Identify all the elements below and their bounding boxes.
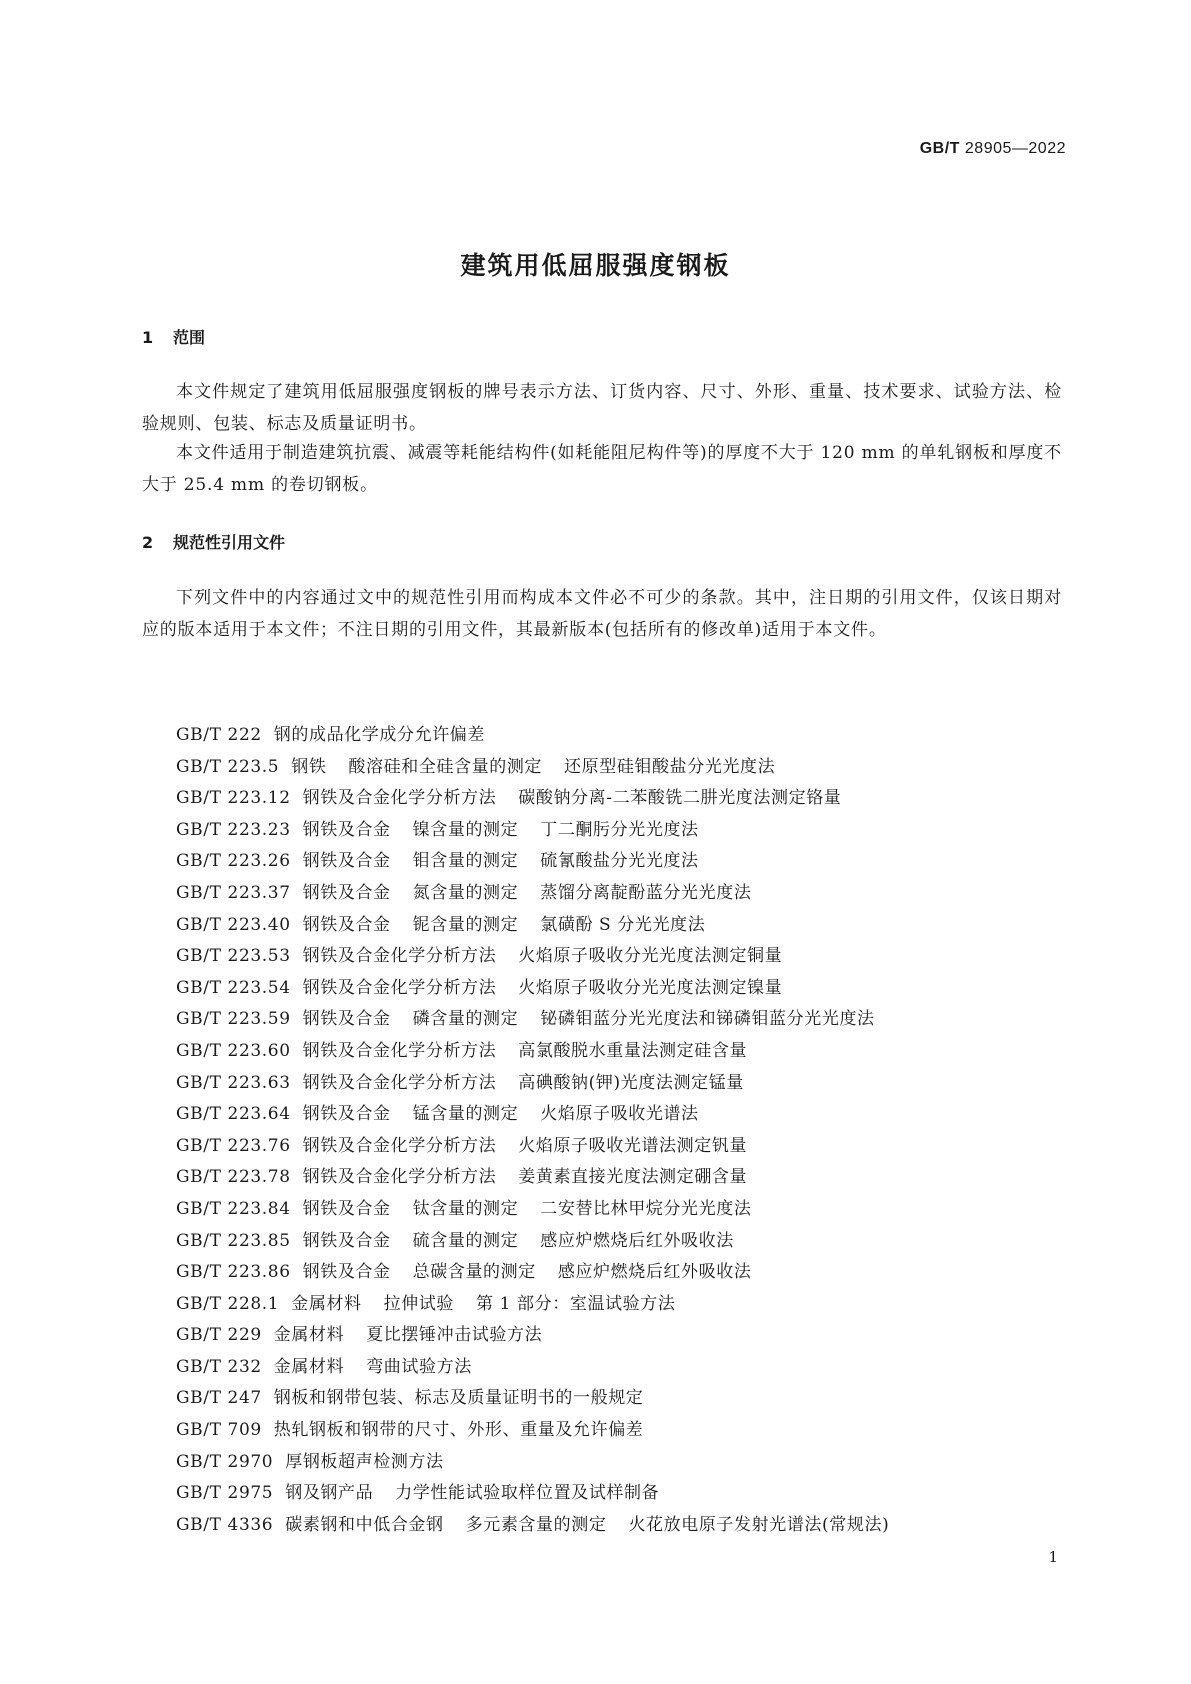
reference-list <box>176 720 911 1541</box>
reference-code: GB/T 223.76 <box>176 1135 291 1156</box>
reference-item <box>176 1289 911 1321</box>
reference-title-part: 蒸馏分离靛酚蓝分光光度法 <box>540 882 752 903</box>
standard-code <box>920 140 1066 158</box>
reference-code: GB/T 223.53 <box>176 946 291 967</box>
reference-item <box>176 720 911 752</box>
reference-code: GB/T 232 <box>176 1356 262 1377</box>
reference-title-part: 碳酸钠分离-二苯酸铣二肼光度法测定铬量 <box>518 788 842 809</box>
reference-title-part: 酸溶硅和全硅含量的测定 <box>348 756 543 777</box>
reference-item <box>176 973 911 1005</box>
page-number: 1 <box>1048 1548 1058 1566</box>
reference-title-part: 火焰原子吸收光谱法 <box>540 1104 699 1125</box>
reference-code: GB/T 247 <box>176 1388 262 1409</box>
reference-item <box>176 910 911 942</box>
reference-title-part: 高碘酸钠(钾)光度法测定锰量 <box>518 1072 744 1093</box>
reference-item <box>176 1257 911 1289</box>
reference-item <box>176 1004 911 1036</box>
reference-code: GB/T 223.26 <box>176 851 291 872</box>
reference-title-part: 多元素含量的测定 <box>465 1514 607 1535</box>
reference-item <box>176 815 911 847</box>
reference-title-part: 钢铁及合金 <box>302 914 391 935</box>
reference-item <box>176 1447 911 1479</box>
reference-title-part: 碳素钢和中低合金钢 <box>285 1514 444 1535</box>
section-number: 2 <box>142 533 154 552</box>
reference-title-part: 感应炉燃烧后红外吸收法 <box>557 1262 752 1283</box>
reference-code: GB/T 223.5 <box>176 756 280 777</box>
reference-title-part: 钢及钢产品 <box>285 1483 374 1504</box>
reference-title-part: 钢铁及合金化学分析方法 <box>302 1135 497 1156</box>
reference-code: GB/T 229 <box>176 1325 262 1346</box>
reference-title-part: 钢铁及合金化学分析方法 <box>302 1072 497 1093</box>
reference-code: GB/T 223.23 <box>176 819 291 840</box>
reference-code: GB/T 223.85 <box>176 1230 291 1251</box>
standard-prefix: GB/T <box>919 140 960 157</box>
reference-title-part: 氮含量的测定 <box>412 882 519 903</box>
reference-title-part: 铌含量的测定 <box>412 914 519 935</box>
reference-title-part: 姜黄素直接光度法测定硼含量 <box>518 1167 748 1188</box>
scope-paragraph-2: 本文件适用于制造建筑抗震、减震等耗能结构件(如耗能阻尼构件等)的厚度不大于 120 mm 的单轧钢板和厚度不大于 25.4 mm 的卷切钢板。 <box>142 443 1062 495</box>
reference-item <box>176 1478 911 1510</box>
reference-item <box>176 1162 911 1194</box>
reference-title-part: 钢铁及合金化学分析方法 <box>302 977 497 998</box>
reference-title-part: 钢铁及合金化学分析方法 <box>302 1167 497 1188</box>
reference-title-part: 硫氰酸盐分光光度法 <box>540 851 699 872</box>
reference-item <box>176 1036 911 1068</box>
reference-title-part: 钢的成品化学成分允许偏差 <box>273 725 485 745</box>
reference-title-part: 钢铁及合金 <box>302 1262 391 1283</box>
reference-title-part: 钢铁及合金 <box>302 819 391 840</box>
reference-title-part: 钼含量的测定 <box>412 851 519 872</box>
reference-title-part: 火花放电原子发射光谱法(常规法) <box>628 1514 890 1535</box>
reference-title-part: 钢铁及合金化学分析方法 <box>302 946 497 967</box>
reference-item <box>176 1415 911 1447</box>
reference-title-part: 夏比摆锤冲击试验方法 <box>366 1325 543 1346</box>
reference-title-part: 总碳含量的测定 <box>412 1262 536 1283</box>
reference-title-part: 钢板和钢带包装、标志及质量证明书的一般规定 <box>273 1388 644 1409</box>
reference-item <box>176 1226 911 1258</box>
reference-title-part: 钢铁 <box>291 756 327 777</box>
section-heading-normative-references <box>142 530 285 553</box>
reference-title-part: 钢铁及合金 <box>302 851 391 872</box>
reference-title-part: 金属材料 <box>291 1293 362 1314</box>
reference-title-part: 锰含量的测定 <box>412 1104 519 1125</box>
reference-code: GB/T 223.84 <box>176 1198 291 1219</box>
reference-code: GB/T 223.78 <box>176 1167 291 1188</box>
reference-title-part: 力学性能试验取样位置及试样制备 <box>395 1483 660 1504</box>
reference-title-part: 镍含量的测定 <box>412 819 519 840</box>
reference-item <box>176 1099 911 1131</box>
reference-title-part: 丁二酮肟分光光度法 <box>540 819 699 840</box>
reference-item <box>176 1510 911 1542</box>
reference-title-part: 弯曲试验方法 <box>366 1356 472 1377</box>
section-number: 1 <box>142 328 154 347</box>
scope-paragraph-1: 本文件规定了建筑用低屈服强度钢板的牌号表示方法、订货内容、尺寸、外形、重量、技术要求、试验方法、检验规则、包装、标志及质量证明书。 <box>142 382 1062 434</box>
reference-title-part: 高氯酸脱水重量法测定硅含量 <box>518 1040 748 1061</box>
standard-number: 28905—2022 <box>964 140 1066 157</box>
document-title: 建筑用低屈服强度钢板 <box>460 251 731 280</box>
reference-code: GB/T 223.37 <box>176 882 291 903</box>
reference-code: GB/T 223.59 <box>176 1009 291 1030</box>
reference-title-part: 厚钢板超声检测方法 <box>285 1451 444 1472</box>
reference-title-part: 钢铁及合金 <box>302 1009 391 1030</box>
reference-title-part: 金属材料 <box>273 1356 345 1377</box>
reference-code: GB/T 2970 <box>176 1451 274 1472</box>
reference-code: GB/T 222 <box>176 725 262 745</box>
reference-title-part: 火焰原子吸收分光光度法测定铜量 <box>518 946 783 967</box>
references-intro-paragraph: 下列文件中的内容通过文中的规范性引用而构成本文件必不可少的条款。其中，注日期的引用文件，仅该日期对应的版本适用于本文件；不注日期的引用文件，其最新版本(包括所有的修改单)适用于本文件。 <box>142 588 1062 640</box>
reference-title-part: 磷含量的测定 <box>412 1009 519 1030</box>
reference-code: GB/T 223.64 <box>176 1104 291 1125</box>
reference-title-part: 铋磷钼蓝分光光度法和锑磷钼蓝分光光度法 <box>540 1009 875 1030</box>
section-heading-scope <box>142 325 205 348</box>
reference-code: GB/T 2975 <box>176 1483 274 1504</box>
reference-title-part: 感应炉燃烧后红外吸收法 <box>540 1230 734 1251</box>
reference-item <box>176 1320 911 1352</box>
reference-code: GB/T 223.40 <box>176 914 291 935</box>
reference-title-part: 第 1 部分：室温试验方法 <box>476 1293 676 1314</box>
reference-item <box>176 1352 911 1384</box>
reference-item <box>176 1194 911 1226</box>
reference-title-part: 金属材料 <box>273 1325 345 1346</box>
reference-title-part: 钛含量的测定 <box>412 1198 519 1219</box>
reference-title-part: 钢铁及合金化学分析方法 <box>302 1040 497 1061</box>
reference-item <box>176 1383 911 1415</box>
reference-title-part: 钢铁及合金化学分析方法 <box>302 788 497 809</box>
reference-code: GB/T 709 <box>176 1420 262 1441</box>
reference-item <box>176 752 911 784</box>
reference-code: GB/T 4336 <box>176 1514 274 1535</box>
reference-code: GB/T 223.63 <box>176 1072 291 1093</box>
reference-code: GB/T 223.54 <box>176 977 291 998</box>
section-title: 规范性引用文件 <box>173 533 286 552</box>
reference-title-part: 二安替比林甲烷分光光度法 <box>540 1198 752 1219</box>
reference-title-part: 硫含量的测定 <box>412 1230 519 1251</box>
reference-title-part: 氯磺酚 S 分光光度法 <box>540 914 706 935</box>
reference-item <box>176 941 911 973</box>
reference-title-part: 还原型硅钼酸盐分光光度法 <box>564 756 776 777</box>
reference-item <box>176 878 911 910</box>
reference-code: GB/T 223.60 <box>176 1040 291 1061</box>
reference-item <box>176 846 911 878</box>
reference-title-part: 火焰原子吸收分光光度法测定镍量 <box>518 977 783 998</box>
reference-title-part: 钢铁及合金 <box>302 1230 391 1251</box>
reference-title-part: 热轧钢板和钢带的尺寸、外形、重量及允许偏差 <box>273 1420 644 1441</box>
reference-item <box>176 783 911 815</box>
reference-item <box>176 1068 911 1100</box>
reference-title-part: 拉伸试验 <box>383 1293 455 1314</box>
reference-title-part: 钢铁及合金 <box>302 882 391 903</box>
section-title: 范围 <box>173 328 206 347</box>
reference-code: GB/T 223.12 <box>176 788 291 809</box>
reference-title-part: 火焰原子吸收光谱法测定钒量 <box>518 1135 748 1156</box>
reference-code: GB/T 223.86 <box>176 1262 291 1283</box>
reference-title-part: 钢铁及合金 <box>302 1198 391 1219</box>
reference-item <box>176 1131 911 1163</box>
reference-title-part: 钢铁及合金 <box>302 1104 391 1125</box>
reference-code: GB/T 228.1 <box>176 1293 280 1314</box>
